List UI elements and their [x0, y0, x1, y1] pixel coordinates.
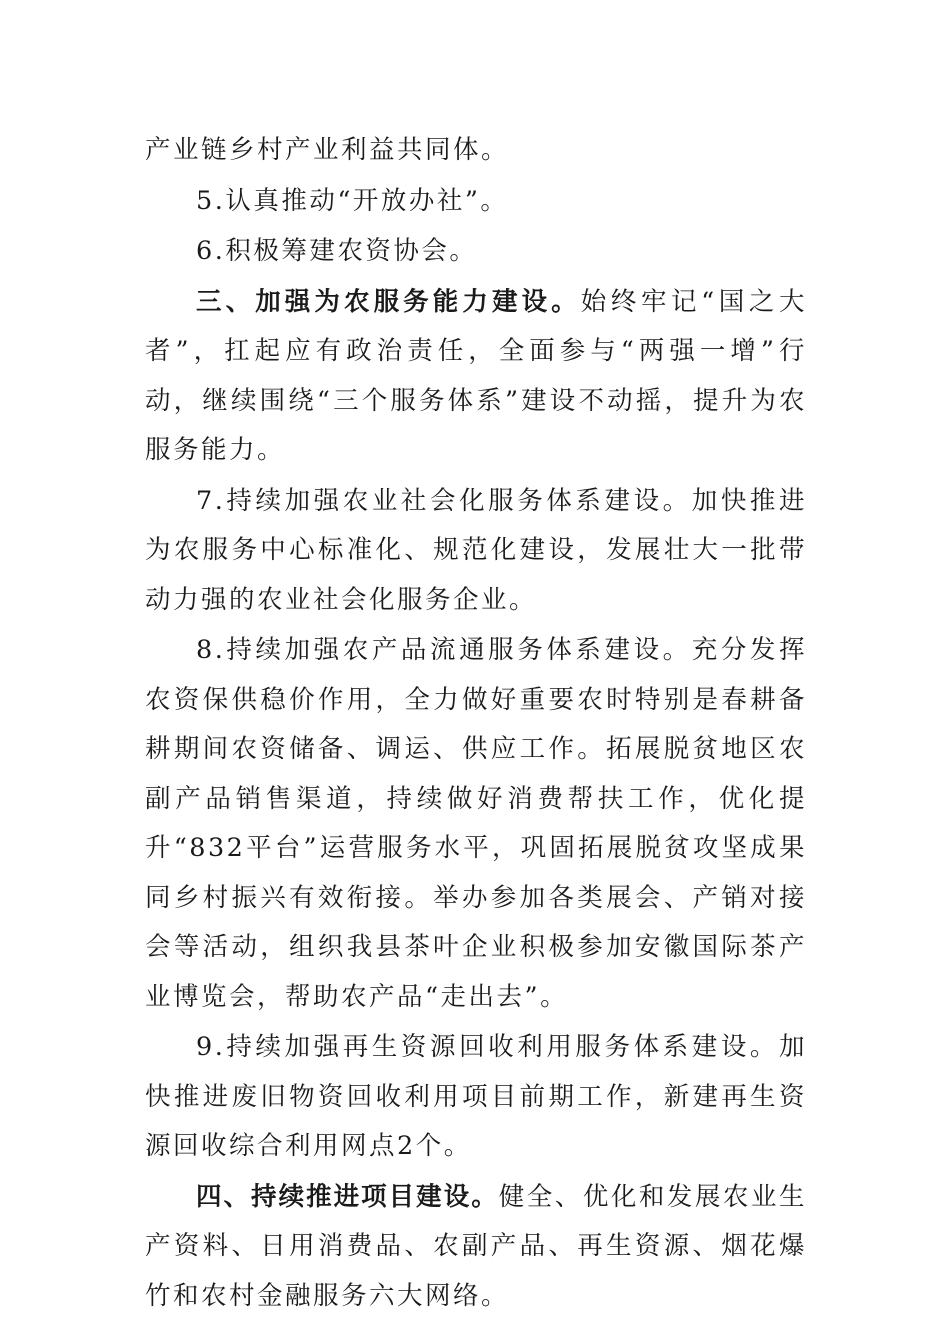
paragraph-continuation: 产业链乡村产业利益共同体。 [145, 135, 510, 165]
paragraph-item-7: 7.持续加强农业社会化服务体系建设。加快推进为农服务中心标准化、规范化建设，发展壮大一批带动力强的农业社会化服务企业。 [145, 485, 807, 615]
section-three-body: 始终牢记“国之大者”，扛起应有政治责任，全面参与“两强一增”行动，继续围绕“三个服务体系”建设不动摇，提升为农服务能力。 [145, 286, 807, 465]
paragraph-item-5: 5.认真推动“开放办社”。 [196, 185, 509, 216]
paragraph-item-6: 6.积极筹建农资协会。 [196, 236, 478, 266]
document-page [145, 126, 807, 1321]
section-four-body: 健全、优化和发展农业生产资料、日用消费品、农副产品、再生资源、烟花爆竹和农村金融服务六大网络。 [145, 1181, 807, 1311]
paragraph-item-8: 8.持续加强农产品流通服务体系建设。充分发挥农资保供稳价作用，全力做好重要农时特别是春耕备耕期间农资储备、调运、供应工作。拓展脱贫地区农副产品销售渠道，持续做好消费帮扶工作，优化提升“832平台”运营服务水平，巩固拓展脱贫攻坚成果同乡村振兴有效衔接。举办参加各类展会、产销对接会等活动，组织我县茶叶企业积极参加安徽国际茶产业博览会，帮助农产品“走出去”。 [145, 635, 807, 1012]
paragraph-item-9: 9.持续加强再生资源回收利用服务体系建设。加快推进废旧物资回收利用项目前期工作，新建再生资源回收综合利用网点2个。 [145, 1032, 807, 1161]
section-four-paragraph [145, 1173, 807, 1322]
section-four-heading: 四、持续推进项目建设。 [196, 1181, 499, 1212]
section-three-paragraph [145, 278, 807, 476]
section-three-heading: 三、加强为农服务能力建设。 [196, 286, 581, 317]
